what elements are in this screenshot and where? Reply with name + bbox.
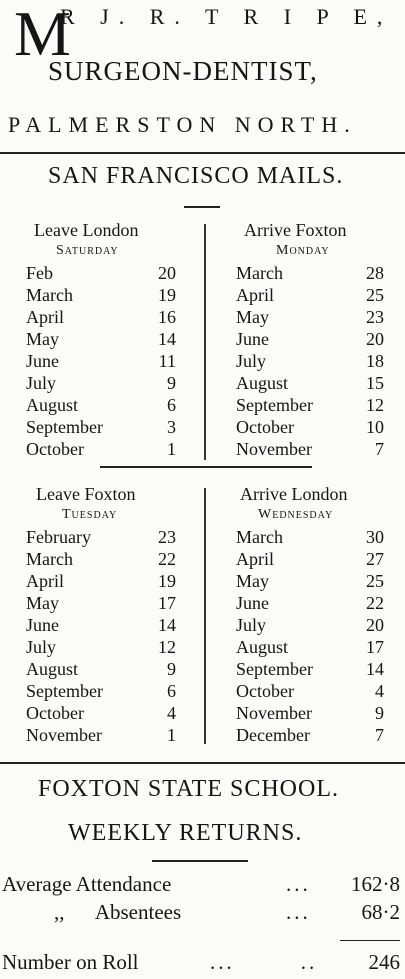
- schedule-row: [236, 394, 384, 416]
- month: October: [236, 417, 294, 437]
- month: June: [236, 593, 269, 613]
- outbound-right-head: Arrive Foxton: [244, 220, 347, 240]
- schedule-row: [26, 658, 176, 680]
- day: 14: [158, 615, 176, 635]
- month: March: [26, 285, 73, 305]
- day: 6: [167, 681, 176, 701]
- schedule-row: [26, 284, 176, 306]
- day: 6: [167, 395, 176, 415]
- schedule-row: [236, 306, 384, 328]
- month: May: [236, 307, 269, 327]
- month: May: [236, 571, 269, 591]
- schedule-row: [236, 636, 384, 658]
- schedule-row: [236, 328, 384, 350]
- day: 10: [366, 417, 384, 437]
- month: October: [236, 681, 294, 701]
- day: 11: [158, 351, 176, 371]
- day: 19: [158, 285, 176, 305]
- schedule-row: [236, 438, 384, 460]
- inbound-left-list: [26, 526, 176, 746]
- day: 15: [366, 373, 384, 393]
- day: 28: [366, 263, 384, 283]
- month: March: [236, 527, 283, 547]
- schedule-row: [26, 526, 176, 548]
- school-heading: FOXTON STATE SCHOOL.: [38, 776, 339, 802]
- month: July: [26, 373, 57, 393]
- day: 4: [167, 703, 176, 723]
- day: 14: [366, 659, 384, 679]
- schedule-row: [26, 592, 176, 614]
- dentist-title: SURGEON-DENTIST,: [48, 56, 318, 86]
- schedule-row: [236, 592, 384, 614]
- month: May: [26, 329, 59, 349]
- schedule-row: [26, 636, 176, 658]
- schedule-row: [26, 438, 176, 460]
- day: 22: [366, 593, 384, 613]
- return-label: ,, Absentees: [54, 900, 182, 924]
- day: 23: [158, 527, 176, 547]
- schedule-row: [26, 702, 176, 724]
- return-value: 162·8: [351, 872, 400, 896]
- day: 18: [366, 351, 384, 371]
- month: April: [236, 285, 274, 305]
- inbound-right-head: Arrive London: [240, 484, 348, 504]
- month: March: [26, 549, 73, 569]
- month: September: [236, 395, 313, 415]
- month: April: [236, 549, 274, 569]
- day: 3: [167, 417, 176, 437]
- schedule-row: [236, 526, 384, 548]
- schedule-row: [236, 416, 384, 438]
- inbound-right-list: [236, 526, 384, 746]
- schedule-row: [236, 680, 384, 702]
- outbound-left-day: Saturday: [56, 243, 119, 258]
- month: August: [26, 659, 79, 679]
- return-label: Number on Roll: [2, 950, 139, 974]
- day: 25: [366, 285, 384, 305]
- dentist-name: R J. R. T R I P E,: [60, 4, 393, 29]
- day: 19: [158, 571, 176, 591]
- schedule-row: [236, 658, 384, 680]
- month: April: [26, 307, 64, 327]
- schedule-row: [236, 284, 384, 306]
- outbound-left-list: [26, 262, 176, 460]
- leader-dots: ...: [286, 872, 311, 896]
- return-value: 246: [368, 950, 400, 974]
- schedule-row: [26, 350, 176, 372]
- schedule-row: [26, 570, 176, 592]
- month: September: [26, 681, 103, 701]
- month: December: [236, 725, 310, 745]
- mails-heading: SAN FRANCISCO MAILS.: [48, 163, 344, 189]
- column-divider: [204, 488, 206, 744]
- month: August: [236, 373, 289, 393]
- month: June: [26, 615, 59, 635]
- month: September: [26, 417, 103, 437]
- divider: [0, 762, 405, 764]
- day: 9: [167, 659, 176, 679]
- inbound-left-day: Tuesday: [62, 507, 118, 522]
- day: 17: [158, 593, 176, 613]
- day: 20: [366, 329, 384, 349]
- day: 12: [158, 637, 176, 657]
- month: July: [236, 615, 267, 635]
- month: July: [236, 351, 267, 371]
- day: 1: [167, 439, 176, 459]
- schedule-row: [236, 614, 384, 636]
- day: 12: [366, 395, 384, 415]
- month: June: [236, 329, 269, 349]
- day: 22: [158, 549, 176, 569]
- schedule-row: [236, 724, 384, 746]
- initial-m: M: [14, 0, 71, 69]
- schedule-row: [26, 680, 176, 702]
- outbound-right-day: Monday: [276, 243, 330, 258]
- return-label: Average Attendance: [2, 872, 172, 896]
- schedule-row: [236, 570, 384, 592]
- schedule-row: [26, 306, 176, 328]
- schedule-row: [236, 262, 384, 284]
- day: 9: [375, 703, 384, 723]
- schedule-row: [26, 394, 176, 416]
- month: April: [26, 571, 64, 591]
- ornament: [184, 206, 220, 208]
- outbound-right-list: [236, 262, 384, 460]
- month: November: [236, 703, 312, 723]
- month: February: [26, 527, 91, 547]
- month: March: [236, 263, 283, 283]
- inbound-left-head: Leave Foxton: [36, 484, 136, 504]
- month: Feb: [26, 263, 53, 283]
- day: 7: [375, 439, 384, 459]
- schedule-row: [26, 548, 176, 570]
- month: July: [26, 637, 57, 657]
- schedule-row: [26, 372, 176, 394]
- month: October: [26, 703, 84, 723]
- month: May: [26, 593, 59, 613]
- schedule-row: [236, 548, 384, 570]
- divider: [100, 466, 312, 468]
- day: 27: [366, 549, 384, 569]
- leader-dots: ...: [286, 900, 311, 924]
- divider: [152, 860, 248, 862]
- schedule-row: [26, 328, 176, 350]
- day: 9: [167, 373, 176, 393]
- day: 4: [375, 681, 384, 701]
- schedule-row: [236, 372, 384, 394]
- schedule-row: [236, 350, 384, 372]
- day: 14: [158, 329, 176, 349]
- leader-dots: ... ..: [210, 950, 318, 974]
- day: 20: [158, 263, 176, 283]
- schedule-row: [26, 262, 176, 284]
- month: October: [26, 439, 84, 459]
- month: November: [236, 439, 312, 459]
- sum-rule: [340, 940, 400, 941]
- day: 7: [375, 725, 384, 745]
- day: 20: [366, 615, 384, 635]
- month: November: [26, 725, 102, 745]
- month: August: [26, 395, 79, 415]
- month: August: [236, 637, 289, 657]
- outbound-left-head: Leave London: [34, 220, 139, 240]
- divider: [0, 152, 405, 154]
- day: 16: [158, 307, 176, 327]
- dentist-location: PALMERSTON NORTH.: [8, 112, 357, 137]
- day: 25: [366, 571, 384, 591]
- day: 1: [167, 725, 176, 745]
- column-divider: [204, 224, 206, 460]
- schedule-row: [26, 416, 176, 438]
- schedule-row: [26, 614, 176, 636]
- schedule-row: [26, 724, 176, 746]
- return-value: 68·2: [361, 900, 400, 924]
- day: 17: [366, 637, 384, 657]
- inbound-right-day: Wednesday: [258, 507, 334, 522]
- day: 30: [366, 527, 384, 547]
- schedule-row: [236, 702, 384, 724]
- day: 23: [366, 307, 384, 327]
- month: September: [236, 659, 313, 679]
- school-subheading: WEEKLY RETURNS.: [68, 820, 303, 846]
- month: June: [26, 351, 59, 371]
